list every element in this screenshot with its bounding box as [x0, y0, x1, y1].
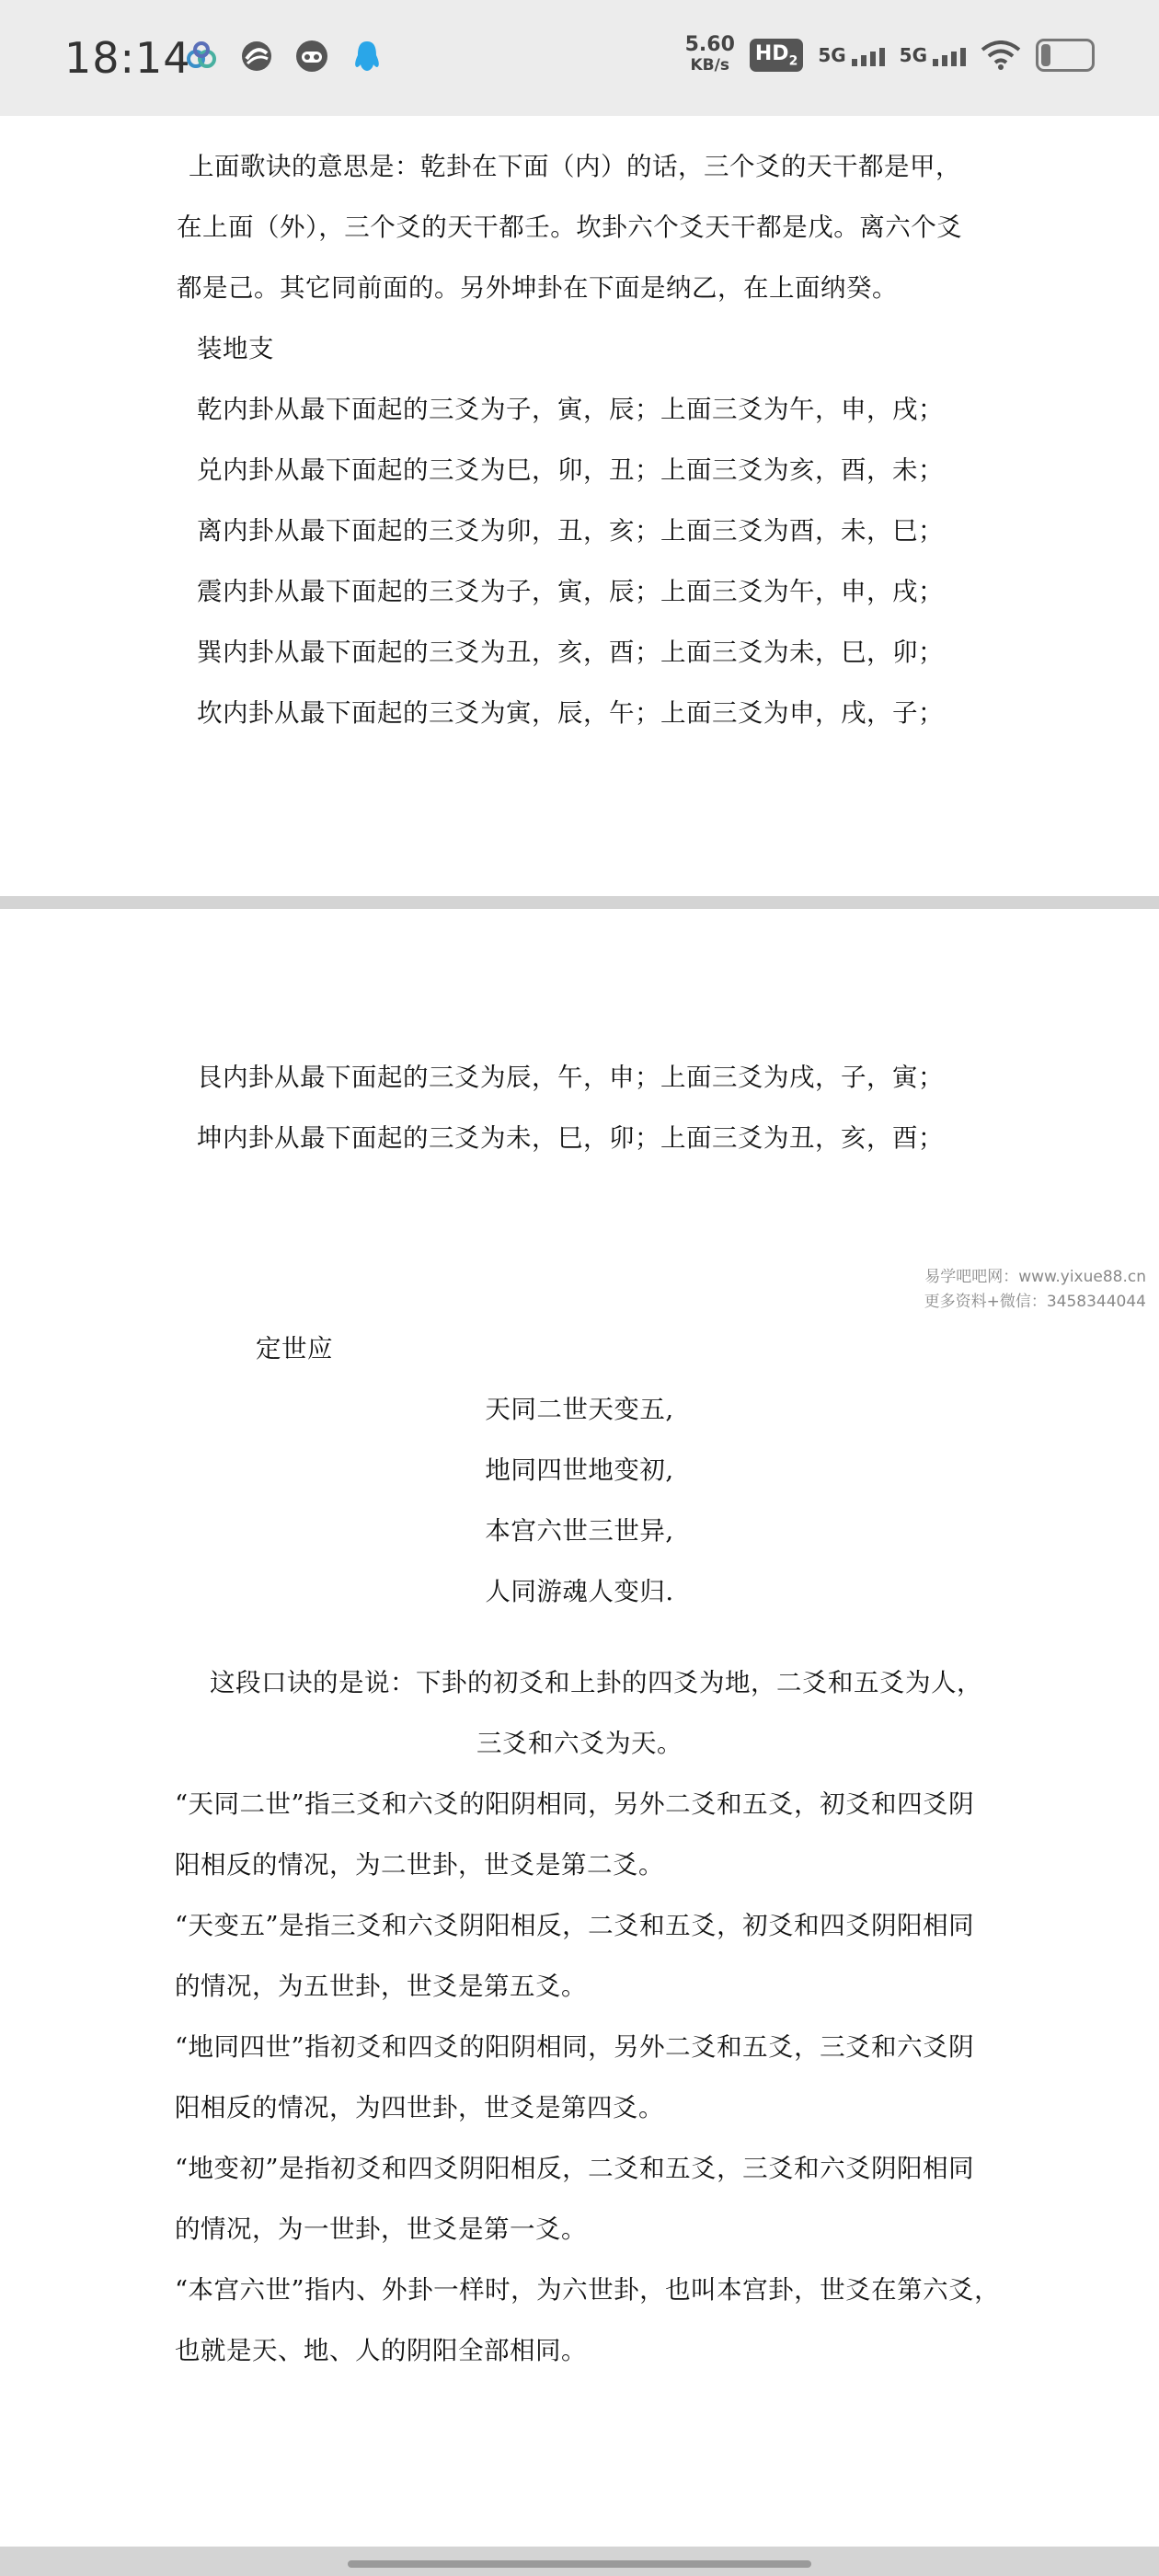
paragraph-line: 离内卦从最下面起的三爻为卯，丑，亥；上面三爻为酉，未，巳； — [197, 516, 944, 546]
wifi-icon — [981, 40, 1021, 70]
paragraph-line: 都是己。其它同前面的。另外坤卦在下面是纳乙，在上面纳癸。 — [177, 273, 898, 303]
verse-line: 天同二世天变五, — [485, 1395, 674, 1424]
hd-sub: 2 — [788, 53, 798, 69]
paragraph-line: 这段口诀的是说：下卦的初爻和上卦的四爻为地，二爻和五爻为人， — [210, 1668, 982, 1697]
home-indicator[interactable] — [348, 2560, 811, 2568]
cloud-app-icon — [184, 39, 219, 74]
cellular-signal-2-icon — [900, 44, 966, 66]
verse-line: 人同游魂人变归. — [485, 1577, 674, 1606]
penguin-app-icon — [350, 39, 384, 74]
paragraph-line: 坎内卦从最下面起的三爻为寅，辰，午；上面三爻为申，戌，子； — [197, 698, 944, 728]
paragraph-line: “天变五”是指三爻和六爻阴阳相反，二爻和五爻，初爻和四爻阴阳相同 — [175, 1911, 975, 1940]
system-indicators — [685, 35, 1095, 75]
paragraph-line: 艮内卦从最下面起的三爻为辰，午，申；上面三爻为戌，子，寅； — [197, 1063, 944, 1092]
paragraph-line: “天同二世”指三爻和六爻的阳阴相同，另外二爻和五爻，初爻和四爻阴 — [175, 1789, 975, 1819]
cellular-signal-1-icon — [818, 44, 884, 66]
status-bar — [0, 0, 1159, 116]
verse-line: 地同四世地变初, — [485, 1455, 674, 1485]
battery-icon — [1036, 39, 1095, 72]
paragraph-line: 震内卦从最下面起的三爻为子，寅，辰；上面三爻为午，申，戌； — [197, 577, 944, 606]
cloud-sync-icon — [239, 39, 274, 74]
signal-1-label: 5G — [818, 44, 846, 66]
paragraph-line: 巽内卦从最下面起的三爻为丑，亥，酉；上面三爻为未，巳，卯； — [197, 638, 944, 667]
paragraph-line: “地变初”是指初爻和四爻阴阳相反，二爻和五爻，三爻和六爻阴阳相同 — [175, 2154, 975, 2183]
document-page-2 — [0, 909, 1159, 2547]
network-speed — [685, 35, 735, 75]
paragraph-line: 乾内卦从最下面起的三爻为子，寅，辰；上面三爻为午，申，戌； — [197, 395, 944, 424]
paragraph-line: 的情况，为五世卦，世爻是第五爻。 — [175, 1972, 587, 2001]
paragraph-line: 三爻和六爻为天。 — [476, 1729, 683, 1758]
paragraph-line: 的情况，为一世卦，世爻是第一爻。 — [175, 2214, 587, 2244]
hd-voice-icon — [750, 39, 803, 72]
status-time: 18:14 — [64, 33, 191, 83]
watermark-line: 更多资料+微信：3458344044 — [924, 1293, 1146, 1311]
signal-2-label: 5G — [899, 44, 927, 66]
document-page-1 — [0, 116, 1159, 896]
paragraph-line: 坤内卦从最下面起的三爻为未，巳，卯；上面三爻为丑，亥，酉； — [197, 1123, 944, 1153]
section-heading: 装地支 — [197, 334, 274, 363]
notification-icons — [184, 39, 384, 74]
network-speed-value: 5.60 — [684, 33, 735, 56]
paragraph-line: “本宫六世”指内、外卦一样时，为六世卦，也叫本宫卦，世爻在第六爻， — [175, 2275, 1001, 2305]
paragraph-line: 阳相反的情况，为二世卦，世爻是第二爻。 — [175, 1850, 664, 1880]
paragraph-line: 也就是天、地、人的阴阳全部相同。 — [175, 2336, 587, 2365]
paragraph-line: 在上面（外），三个爻的天干都壬。坎卦六个爻天干都是戊。离六个爻 — [177, 213, 963, 242]
paragraph-line: “地同四世”指初爻和四爻的阳阴相同，另外二爻和五爻，三爻和六爻阴 — [175, 2032, 975, 2062]
paragraph-line: 阳相反的情况，为四世卦，世爻是第四爻。 — [175, 2093, 664, 2122]
verse-line: 本宫六世三世异, — [485, 1516, 674, 1546]
paragraph-line: 上面歌诀的意思是：乾卦在下面（内）的话，三个爻的天干都是甲， — [189, 152, 961, 181]
robot-app-icon — [294, 39, 329, 74]
hd-label: HD — [754, 41, 789, 65]
paragraph-line: 兑内卦从最下面起的三爻为巳，卯，丑；上面三爻为亥，酉，未； — [197, 455, 944, 485]
watermark-line: 易学吧吧网：www.yixue88.cn — [924, 1268, 1146, 1286]
section-heading: 定世应 — [256, 1334, 333, 1363]
network-speed-unit: KB/s — [690, 56, 729, 75]
